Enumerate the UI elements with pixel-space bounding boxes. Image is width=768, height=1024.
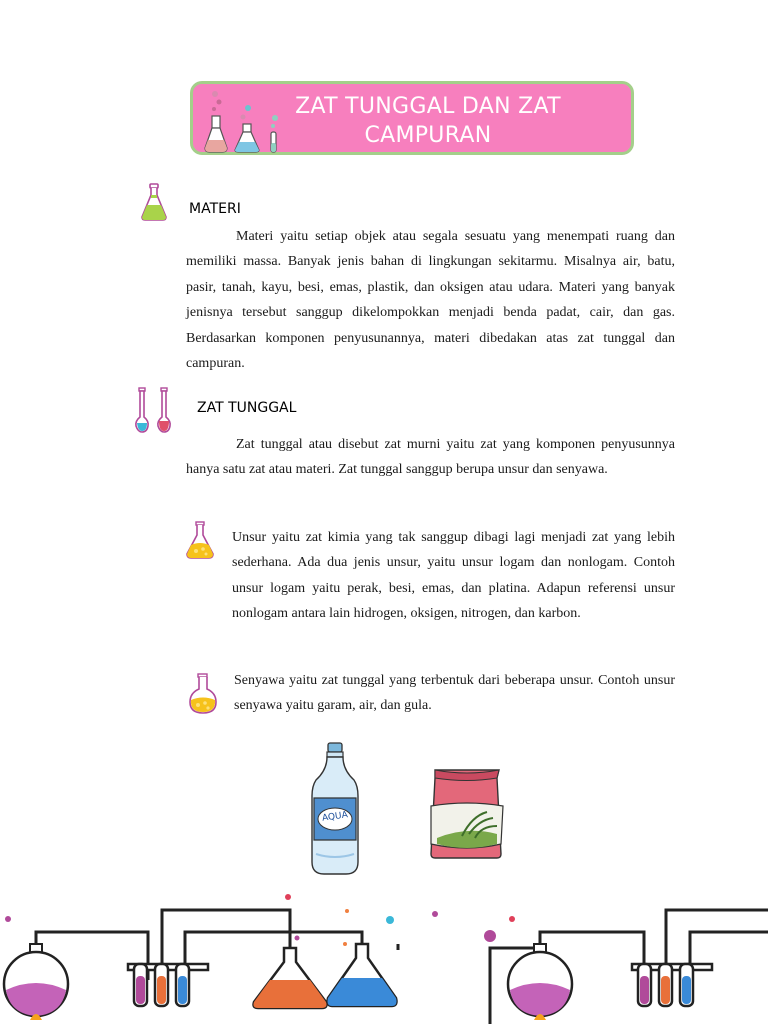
banner-flasks-icon: [203, 88, 283, 154]
green-flask-icon: [139, 183, 169, 221]
section-heading-materi: MATERI: [189, 201, 241, 217]
test-tubes-icon: [133, 387, 175, 433]
lab-apparatus-illustration: [0, 880, 768, 1024]
senyawa-paragraph: Senyawa yaitu zat tunggal yang terbentuk dari beberapa unsur. Contoh unsur senyawa yaitu garam, air, dan gula.: [234, 673, 675, 714]
water-bottle-illustration: [306, 742, 364, 876]
title-line-2: CAMPURAN: [364, 123, 492, 148]
unsur-paragraph: Unsur yaitu zat kimia yang tak sanggup dibagi lagi menjadi zat yang lebih sederhana. Ada dua jenis unsur, yaitu unsur logam dan nonlogam. Contoh unsur logam yaitu perak, besi, emas, dan platina. Adapun referensi unsur nonlogam antara lain hidrogen, oksigen, nitrogen, dan karbon.: [232, 530, 675, 622]
materi-paragraph: Materi yaitu setiap objek atau segala sesuatu yang menempati ruang dan memiliki massa. Banyak jenis bahan di lingkungan sekitarmu. Misalnya air, batu, pasir, tanah, kayu, besi, emas, plastik, dan oksigen atau udara. Materi yang banyak jenisnya tersebut sanggup dikelompokkan menjadi benda padat, cair, dan gas. Berdasarkan komponen penyusunannya, materi dibedakan atas zat tunggal dan campuran.: [186, 229, 675, 372]
title-line-1: ZAT TUNGGAL DAN ZAT: [295, 94, 561, 119]
yellow-round-flask-icon: [187, 673, 219, 715]
bottle-label: AQUA: [321, 810, 349, 824]
zat-tunggal-paragraph: Zat tunggal atau disebut zat murni yaitu zat yang komponen penyusunnya hanya satu zat atau materi. Zat tunggal sanggup berupa unsur dan senyawa.: [186, 437, 675, 478]
section-heading-zat-tunggal: ZAT TUNGGAL: [197, 400, 297, 416]
title-banner: [190, 81, 634, 155]
salt-bag-illustration: [427, 766, 507, 860]
yellow-flask-icon: [184, 521, 216, 559]
page-title: [283, 92, 573, 150]
